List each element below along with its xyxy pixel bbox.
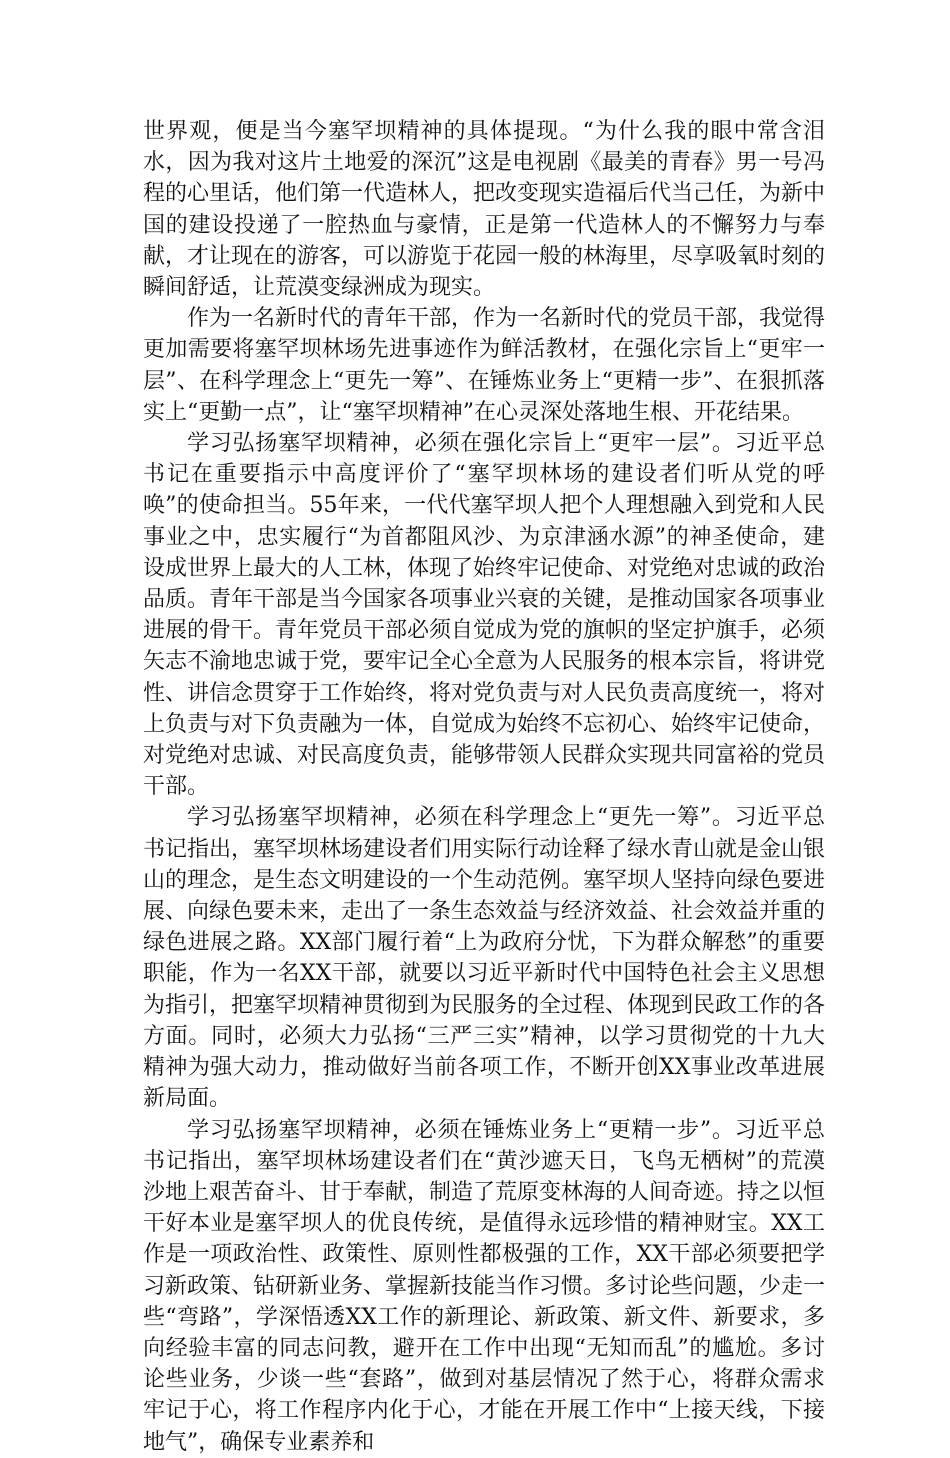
paragraph: 学习弘扬塞罕坝精神，必须在锤炼业务上“更精一步”。习近平总书记指出，塞罕坝林场建设者们在“黄沙遮天日，飞鸟无栖树”的荒漠沙地上艰苦奋斗、甘于奉献，制造了荒原变林海的人间奇迹。持之以恒干好本业是塞罕坝人的优良传统，是值得永远珍惜的精神财宝。XX工作是一项政治性、政策性、原则性都极强的工作，XX干部必须要把学习新政策、钻研新业务、掌握新技能当作习惯。多讨论些问题，少走一些“弯路”，学深悟透XX工作的新理论、新政策、新文件、新要求，多向经验丰富的同志问教，避开在工作中出现“无知而乱”的尴尬。多讨论些业务，少谈一些“套路”，做到对基层情况了然于心，将群众需求牢记于心，将工作程序内化于心，才能在开展工作中“上接天线，下接地气”，确保专业素养和 <box>143 1117 826 1455</box>
paragraph-continued: 世界观，便是当今塞罕坝精神的具体提现。“为什么我的眼中常含泪水，因为我对这片土地爱的深沉”这是电视剧《最美的青春》男一号冯程的心里话，他们第一代造林人，把改变现实造福后代当己任，为新中国的建设投递了一腔热血与豪情，正是第一代造林人的不懈努力与奉献，才让现在的游客，可以游览于花园一般的林海里，尽享吸氧时刻的瞬间舒适，让荒漠变绿洲成为现实。 <box>143 119 826 301</box>
paragraph: 学习弘扬塞罕坝精神，必须在科学理念上“更先一筹”。习近平总书记指出，塞罕坝林场建设者们用实际行动诠释了绿水青山就是金山银山的理念，是生态文明建设的一个生动范例。塞罕坝人坚持向绿色要进展、向绿色要未来，走出了一条生态效益与经济效益、社会效益并重的绿色进展之路。XX部门履行着“上为政府分忧，下为群众解愁”的重要职能，作为一名XX干部，就要以习近平新时代中国特色社会主义思想为指引，把塞罕坝精神贯彻到为民服务的全过程、体现到民政工作的各方面。同时，必须大力弘扬“三严三实”精神，以学习贯彻党的十九大精神为强大动力，推动做好当前各项工作，不断开创XX事业改革进展新局面。 <box>143 805 826 1112</box>
document-body <box>143 116 825 1458</box>
paragraph: 学习弘扬塞罕坝精神，必须在强化宗旨上“更牢一层”。习近平总书记在重要指示中高度评价了“塞罕坝林场的建设者们听从党的呼唤”的使命担当。55年来，一代代塞罕坝人把个人理想融入到党和人民事业之中，忠实履行“为首都阻风沙、为京津涵水源”的神圣使命，建设成世界上最大的人工林，体现了始终牢记使命、对党绝对忠诚的政治品质。青年干部是当今国家各项事业兴衰的关键，是推动国家各项事业进展的骨干。青年党员干部必须自觉成为党的旗帜的坚定护旗手，必须矢志不渝地忠诚于党，要牢记全心全意为人民服务的根本宗旨，将讲党性、讲信念贯穿于工作始终，将对党负责与对人民负责高度统一，将对上负责与对下负责融为一体，自觉成为始终不忘初心、始终牢记使命，对党绝对忠诚、对民高度负责，能够带领人民群众实现共同富裕的党员干部。 <box>143 431 826 800</box>
paragraph: 作为一名新时代的青年干部，作为一名新时代的党员干部，我觉得更加需要将塞罕坝林场先进事迹作为鲜活教材，在强化宗旨上“更牢一层”、在科学理念上“更先一筹”、在锤炼业务上“更精一步”、在狠抓落实上“更勤一点”，让“塞罕坝精神”在心灵深处落地生根、开花结果。 <box>143 306 826 425</box>
